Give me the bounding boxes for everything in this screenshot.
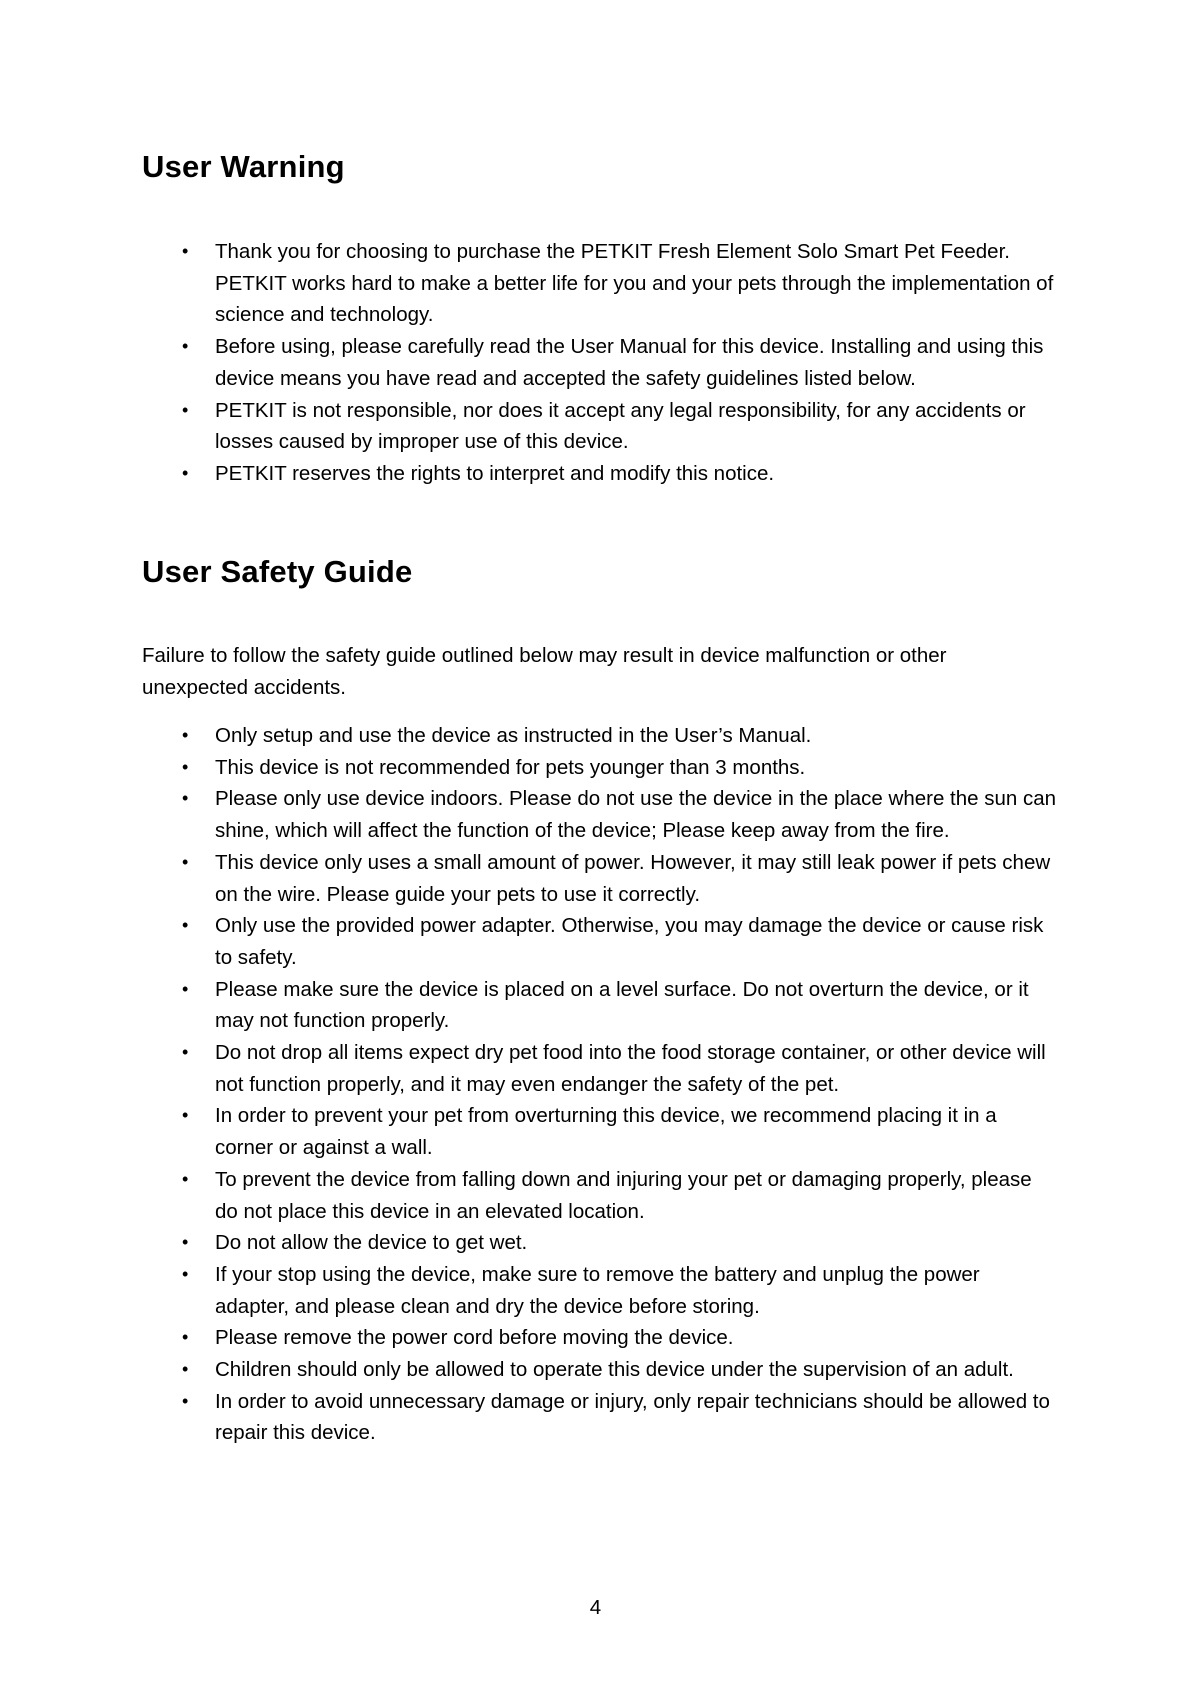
list-item (142, 331, 1057, 394)
bullet-icon: • (182, 1390, 189, 1411)
list-item (142, 1227, 1057, 1259)
list-item (142, 1164, 1057, 1227)
list-item-text: This device is not recommended for pets younger than 3 months. (215, 755, 806, 779)
list-item-text: Only use the provided power adapter. Otherwise, you may damage the device or cause risk to safety. (215, 914, 1044, 969)
list-item (142, 720, 1057, 752)
bullet-icon: • (182, 336, 189, 357)
bullet-icon: • (182, 1042, 189, 1063)
list-item (142, 910, 1057, 973)
user-safety-guide-heading: User Safety Guide (142, 554, 413, 589)
bullet-icon: • (182, 1168, 189, 1189)
list-item-text: Please make sure the device is placed on a level surface. Do not overturn the device, or it may not function properly. (215, 977, 1029, 1033)
bullet-icon: • (182, 1327, 189, 1348)
bullet-icon: • (182, 1263, 189, 1284)
bullet-icon: • (182, 1232, 189, 1253)
list-item-text: Please only use device indoors. Please do not use the device in the place where the sun can shine, which will affect the function of the device; Please keep away from the fire. (215, 787, 1057, 843)
list-item (142, 1037, 1057, 1100)
list-item (142, 847, 1057, 910)
bullet-icon: • (182, 756, 189, 777)
bullet-icon: • (182, 1105, 189, 1126)
list-item-text: If your stop using the device, make sure to remove the battery and unplug the power adapter, and please clean and dry the device before storing. (215, 1262, 980, 1318)
bullet-icon: • (182, 725, 189, 745)
list-item-text: This device only uses a small amount of power. However, it may still leak power if pets chew on the wire. Please guide your pets to use it correctly. (215, 850, 1051, 906)
list-item-text: Before using, please carefully read the User Manual for this device. Installing and using this device means you have read and accepted the safety guidelines listed below. (215, 335, 1044, 390)
page-number: 4 (589, 1596, 602, 1619)
bullet-icon: • (182, 851, 189, 872)
list-item (142, 1354, 1057, 1386)
list-item (142, 1322, 1057, 1354)
list-item-text: Children should only be allowed to operate this device under the supervision of an adult. (215, 1358, 1014, 1382)
list-item-text: Do not drop all items expect dry pet food into the food storage container, or other device will not function properly, and it may even endanger the safety of the pet. (215, 1041, 1046, 1096)
bullet-icon: • (182, 1359, 189, 1380)
list-item (142, 1386, 1057, 1449)
list-item-text: PETKIT is not responsible, nor does it accept any legal responsibility, for any accidents or losses caused by improper use of this device. (215, 398, 1026, 454)
bullet-icon: • (182, 399, 189, 420)
list-item-text: In order to prevent your pet from overturning this device, we recommend placing it in a corner or against a wall. (215, 1104, 997, 1160)
user-safety-list (142, 720, 1057, 1449)
list-item (142, 752, 1057, 784)
user-warning-list (142, 236, 1057, 490)
bullet-icon: • (182, 462, 189, 483)
list-item (142, 783, 1057, 846)
list-item-text: To prevent the device from falling down and injuring your pet or damaging properly, please do not place this device in an elevated location. (215, 1167, 1032, 1223)
list-item (142, 1259, 1057, 1322)
bullet-icon: • (182, 978, 189, 999)
list-item-text: Only setup and use the device as instructed in the User’s Manual. (215, 724, 812, 747)
list-item (142, 458, 1057, 490)
safety-intro-paragraph: Failure to follow the safety guide outlined below may result in device malfunction or other unexpected accidents. (142, 644, 947, 699)
list-item (142, 1100, 1057, 1163)
bullet-icon: • (182, 915, 189, 936)
list-item-text: PETKIT reserves the rights to interpret and modify this notice. (215, 461, 775, 485)
list-item (142, 395, 1057, 458)
list-item-text: In order to avoid unnecessary damage or injury, only repair technicians should be allowed to repair this device. (215, 1389, 1050, 1445)
list-item (142, 236, 1057, 331)
bullet-icon: • (182, 241, 189, 261)
user-warning-heading: User Warning (142, 149, 345, 184)
list-item-text: Please remove the power cord before moving the device. (215, 1326, 734, 1350)
list-item-text: Thank you for choosing to purchase the PETKIT Fresh Element Solo Smart Pet Feeder. PETKIT works hard to make a better life for you and your pets through the implementation of science and technology. (215, 240, 1054, 327)
list-item (142, 974, 1057, 1037)
list-item-text: Do not allow the device to get wet. (215, 1231, 528, 1255)
bullet-icon: • (182, 788, 189, 809)
